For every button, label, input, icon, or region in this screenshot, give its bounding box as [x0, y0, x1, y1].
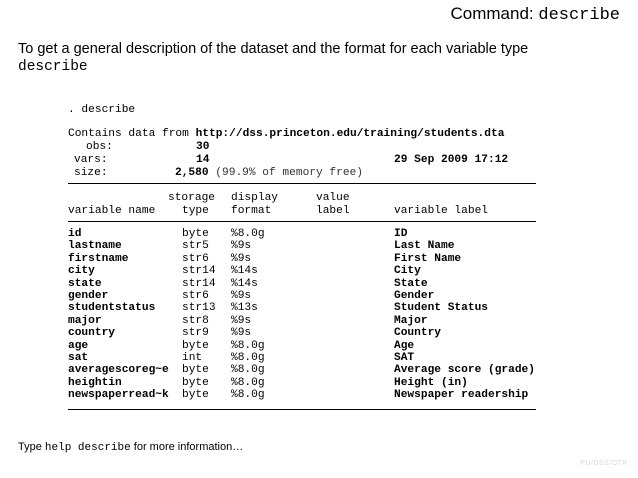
variable-label: City [394, 265, 421, 278]
variable-label: Student Status [394, 302, 488, 315]
header-format: format [231, 205, 272, 217]
header-label: label [316, 205, 350, 217]
storage-type: byte [182, 389, 209, 402]
slide-title [451, 4, 621, 25]
variable-label: Newspaper readership [394, 389, 529, 402]
footer-command: help describe [44, 442, 131, 454]
header-type: type [182, 205, 209, 217]
size-line [175, 167, 363, 180]
variable-label: First Name [394, 252, 462, 265]
variable-name: newspaperread~k [68, 389, 169, 402]
variable-label: SAT [394, 352, 415, 364]
variable-label: Country [394, 327, 441, 340]
divider [68, 409, 536, 410]
intro-text [18, 40, 528, 76]
variable-label: Age [394, 339, 415, 352]
storage-type: str6 [182, 290, 209, 302]
divider [68, 221, 536, 222]
display-format: %9s [231, 290, 252, 302]
variable-name: age [68, 339, 89, 352]
storage-type: str6 [182, 252, 209, 265]
variable-label: Last Name [394, 240, 455, 253]
header-storage: storage [168, 192, 215, 204]
dataset-date: 29 Sep 2009 17:12 [394, 154, 509, 166]
vars-label: vars: [74, 154, 108, 166]
footer-prefix: Type [18, 441, 45, 453]
storage-type: str8 [182, 314, 209, 327]
watermark: PU/DSS/OTR [580, 460, 628, 467]
footer-note [18, 441, 243, 454]
display-format: %8.0g [231, 339, 265, 352]
display-format: %9s [231, 240, 252, 253]
storage-type: int [182, 352, 203, 364]
variable-label: Average score (grade) [394, 364, 535, 377]
display-format: %8.0g [231, 364, 265, 377]
display-format: %9s [231, 252, 252, 265]
display-format: %8.0g [231, 376, 265, 389]
size-value: 2,580 [175, 167, 209, 179]
display-format: %8.0g [231, 352, 265, 364]
variable-name: heightin [68, 376, 122, 389]
display-format: %8.0g [231, 389, 265, 402]
storage-type: str13 [182, 302, 216, 315]
variable-name: city [68, 265, 95, 278]
contains-label: Contains data from [68, 128, 189, 140]
header-display: display [231, 192, 278, 204]
intro-command: describe [18, 59, 88, 75]
obs-value: 30 [196, 141, 210, 153]
storage-type: str14 [182, 277, 216, 290]
variable-name: state [68, 277, 102, 290]
size-label: size: [74, 167, 108, 179]
header-variable-name: variable name [68, 205, 156, 217]
variable-name: averagescoreg~e [68, 364, 169, 377]
storage-type: str14 [182, 265, 216, 278]
command-prompt: . describe [68, 104, 136, 116]
display-format: %14s [231, 277, 258, 290]
variable-name: studentstatus [68, 302, 156, 315]
header-variable-label: variable label [394, 205, 488, 217]
vars-value: 14 [196, 154, 210, 166]
header-value: value [316, 192, 350, 204]
obs-label: obs: [86, 141, 113, 153]
memory-note: (99.9% of memory free) [215, 167, 363, 179]
display-format: %9s [231, 327, 252, 340]
variable-name: lastname [68, 240, 122, 253]
variable-name: country [68, 327, 115, 340]
variable-name: major [68, 314, 102, 327]
variable-name: gender [68, 290, 109, 302]
storage-type: str5 [182, 240, 209, 253]
display-format: %8.0g [231, 228, 265, 240]
storage-type: byte [182, 364, 209, 377]
intro-sentence: To get a general description of the dataset and the format for each variable type [18, 41, 529, 57]
variable-label: State [394, 277, 428, 290]
variable-name: id [68, 228, 82, 240]
slide-title-command: describe [538, 6, 620, 25]
divider [68, 183, 536, 184]
variable-label: Major [394, 314, 428, 327]
storage-type: byte [182, 339, 209, 352]
footer-suffix: for more information… [130, 441, 244, 453]
display-format: %9s [231, 314, 252, 327]
variable-name: sat [68, 352, 89, 364]
display-format: %13s [231, 302, 258, 315]
variable-name: firstname [68, 252, 129, 265]
contains-line [68, 128, 504, 141]
source-path: http://dss.princeton.edu/training/students.dta [195, 128, 505, 140]
storage-type: byte [182, 376, 209, 389]
storage-type: str9 [182, 327, 209, 340]
storage-type: byte [182, 228, 209, 240]
variable-label: Gender [394, 290, 435, 302]
display-format: %14s [231, 265, 258, 278]
variable-label: ID [394, 228, 408, 240]
variable-label: Height (in) [394, 376, 468, 389]
slide-title-label: Command: [450, 4, 539, 23]
